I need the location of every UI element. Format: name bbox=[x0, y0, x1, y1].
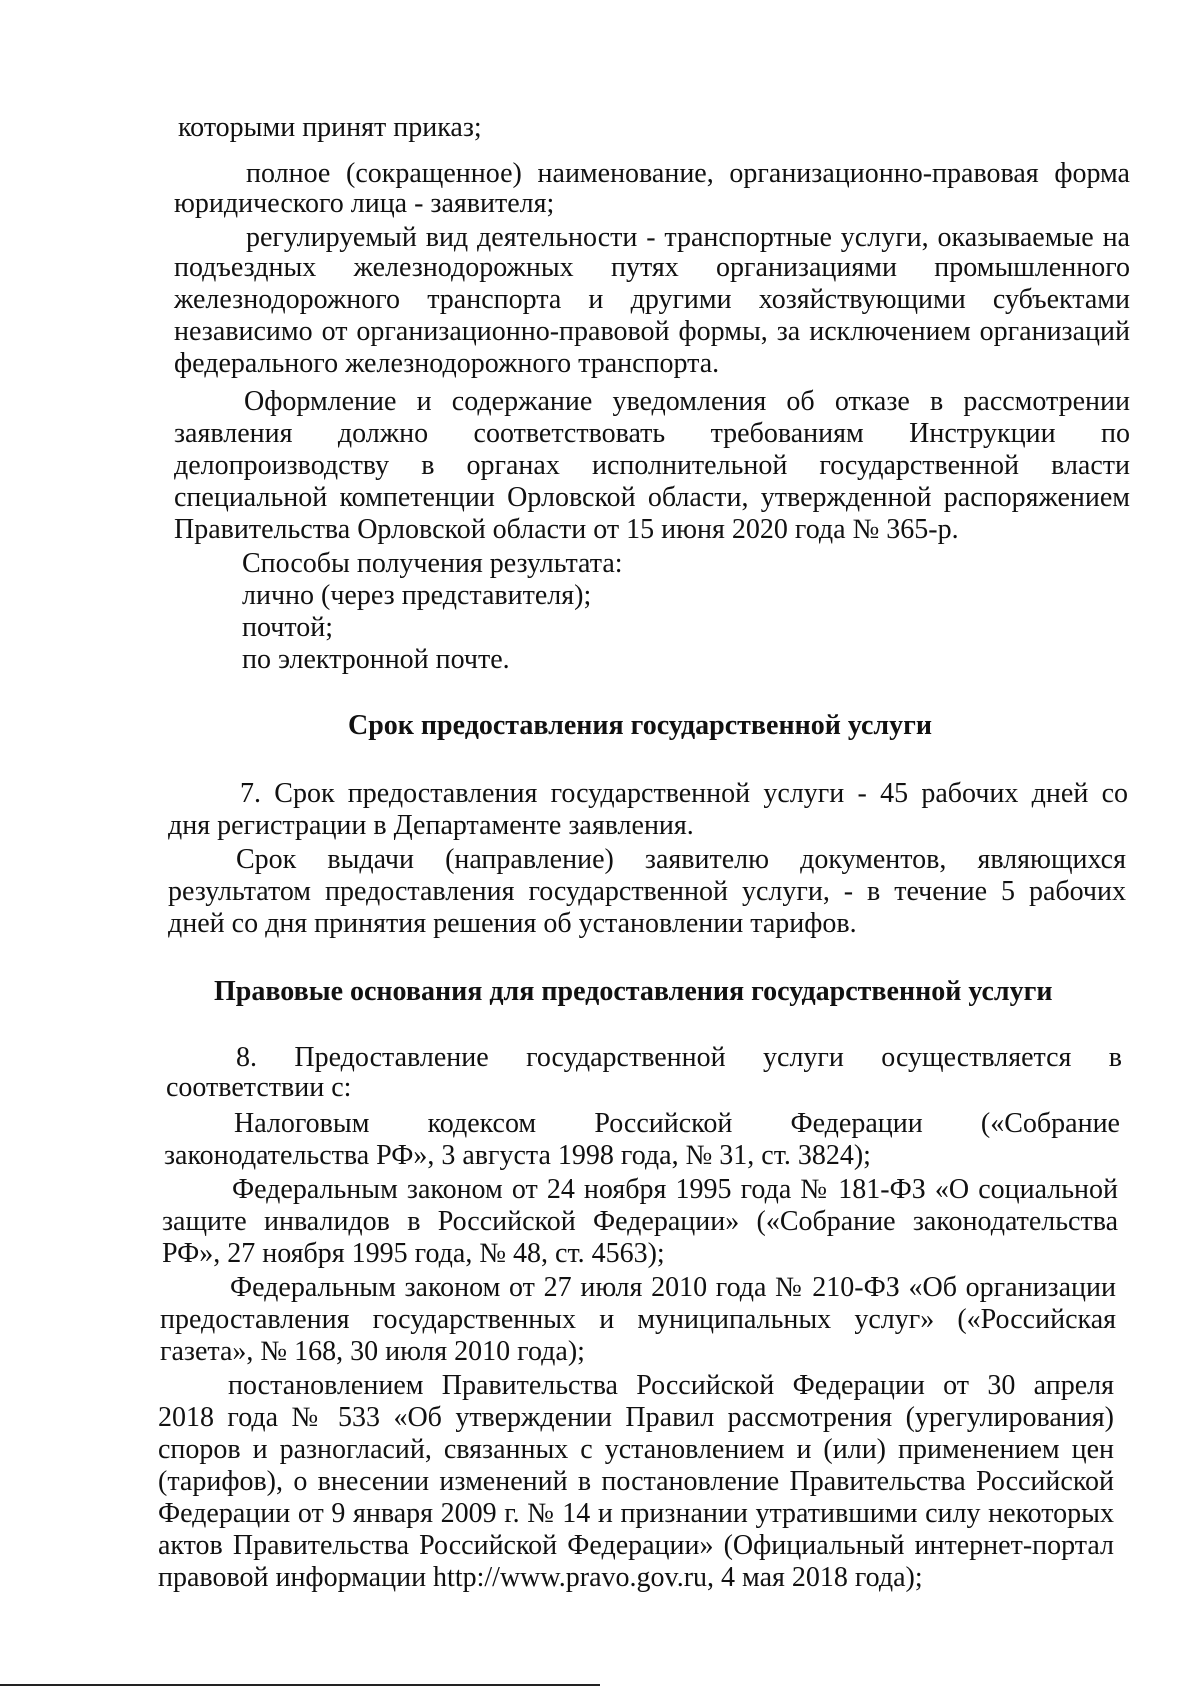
text-line: дня регистрации в Департаменте заявления. bbox=[168, 810, 694, 841]
text-line: Федерации от 9 января 2009 г. № 14 и признании утратившими силу некоторых bbox=[158, 1498, 1114, 1529]
text-line: РФ», 27 ноября 1995 года, № 48, ст. 4563); bbox=[162, 1238, 665, 1269]
text-line: (тарифов), о внесении изменений в постановление Правительства Российской bbox=[158, 1466, 1114, 1497]
text-line: Федеральным законом от 24 ноября 1995 года № 181-ФЗ «О социальной bbox=[232, 1174, 1118, 1205]
text-line: специальной компетенции Орловской области, утвержденной распоряжением bbox=[174, 482, 1130, 513]
text-line: регулируемый вид деятельности - транспортные услуги, оказываемые на bbox=[246, 222, 1130, 253]
text-line: законодательства РФ», 3 августа 1998 года, № 31, ст. 3824); bbox=[164, 1140, 871, 1171]
section-heading: Срок предоставления государственной услуги bbox=[348, 710, 932, 741]
text-line: Способы получения результата: bbox=[242, 548, 623, 579]
text-line: Оформление и содержание уведомления об отказе в рассмотрении bbox=[244, 386, 1130, 417]
text-line: подъездных железнодорожных путях организациями промышленного bbox=[174, 252, 1130, 283]
text-line: споров и разногласий, связанных с установлением и (или) применением цен bbox=[158, 1434, 1114, 1465]
text-line: лично (через представителя); bbox=[242, 580, 592, 611]
text-line: результатом предоставления государственной услуги, - в течение 5 рабочих bbox=[168, 876, 1126, 907]
text-line: по электронной почте. bbox=[242, 644, 510, 675]
text-line: 8. Предоставление государственной услуги осуществляется в bbox=[236, 1042, 1122, 1073]
text-line: Налоговым кодексом Российской Федерации («Собрание bbox=[234, 1108, 1120, 1139]
text-line: которыми принят приказ; bbox=[178, 112, 482, 143]
text-line: актов Правительства Российской Федерации» (Официальный интернет-портал bbox=[158, 1530, 1114, 1561]
text-line: федерального железнодорожного транспорта. bbox=[174, 348, 720, 379]
text-line: полное (сокращенное) наименование, организационно-правовая форма bbox=[246, 158, 1130, 189]
text-line: дней со дня принятия решения об установлении тарифов. bbox=[168, 908, 857, 939]
text-line: железнодорожного транспорта и другими хозяйствующими субъектами bbox=[174, 284, 1130, 315]
text-line: защите инвалидов в Российской Федерации» («Собрание законодательства bbox=[162, 1206, 1118, 1237]
text-line: газета», № 168, 30 июля 2010 года); bbox=[160, 1336, 585, 1367]
bottom-scan-line bbox=[0, 1684, 600, 1686]
section-heading: Правовые основания для предоставления государственной услуги bbox=[214, 976, 1053, 1007]
text-line: независимо от организационно-правовой формы, за исключением организаций bbox=[174, 316, 1130, 347]
text-line: Правительства Орловской области от 15 июня 2020 года № 365-р. bbox=[174, 514, 959, 545]
text-line: правовой информации http://www.pravo.gov.ru, 4 мая 2018 года); bbox=[158, 1562, 923, 1593]
text-line: почтой; bbox=[242, 612, 333, 643]
text-line: предоставления государственных и муниципальных услуг» («Российская bbox=[160, 1304, 1116, 1335]
text-line: делопроизводству в органах исполнительной государственной власти bbox=[174, 450, 1130, 481]
text-line: юридического лица - заявителя; bbox=[174, 188, 555, 219]
text-line: 2018 года № 533 «Об утверждении Правил рассмотрения (урегулирования) bbox=[158, 1402, 1114, 1433]
text-line: заявления должно соответствовать требованиям Инструкции по bbox=[174, 418, 1130, 449]
text-line: Федеральным законом от 27 июля 2010 года № 210-ФЗ «Об организации bbox=[230, 1272, 1116, 1303]
text-line: Срок выдачи (направление) заявителю документов, являющихся bbox=[236, 844, 1126, 875]
text-line: 7. Срок предоставления государственной услуги - 45 рабочих дней со bbox=[240, 778, 1128, 809]
text-line: соответствии с: bbox=[166, 1072, 352, 1103]
text-line: постановлением Правительства Российской Федерации от 30 апреля bbox=[228, 1370, 1114, 1401]
